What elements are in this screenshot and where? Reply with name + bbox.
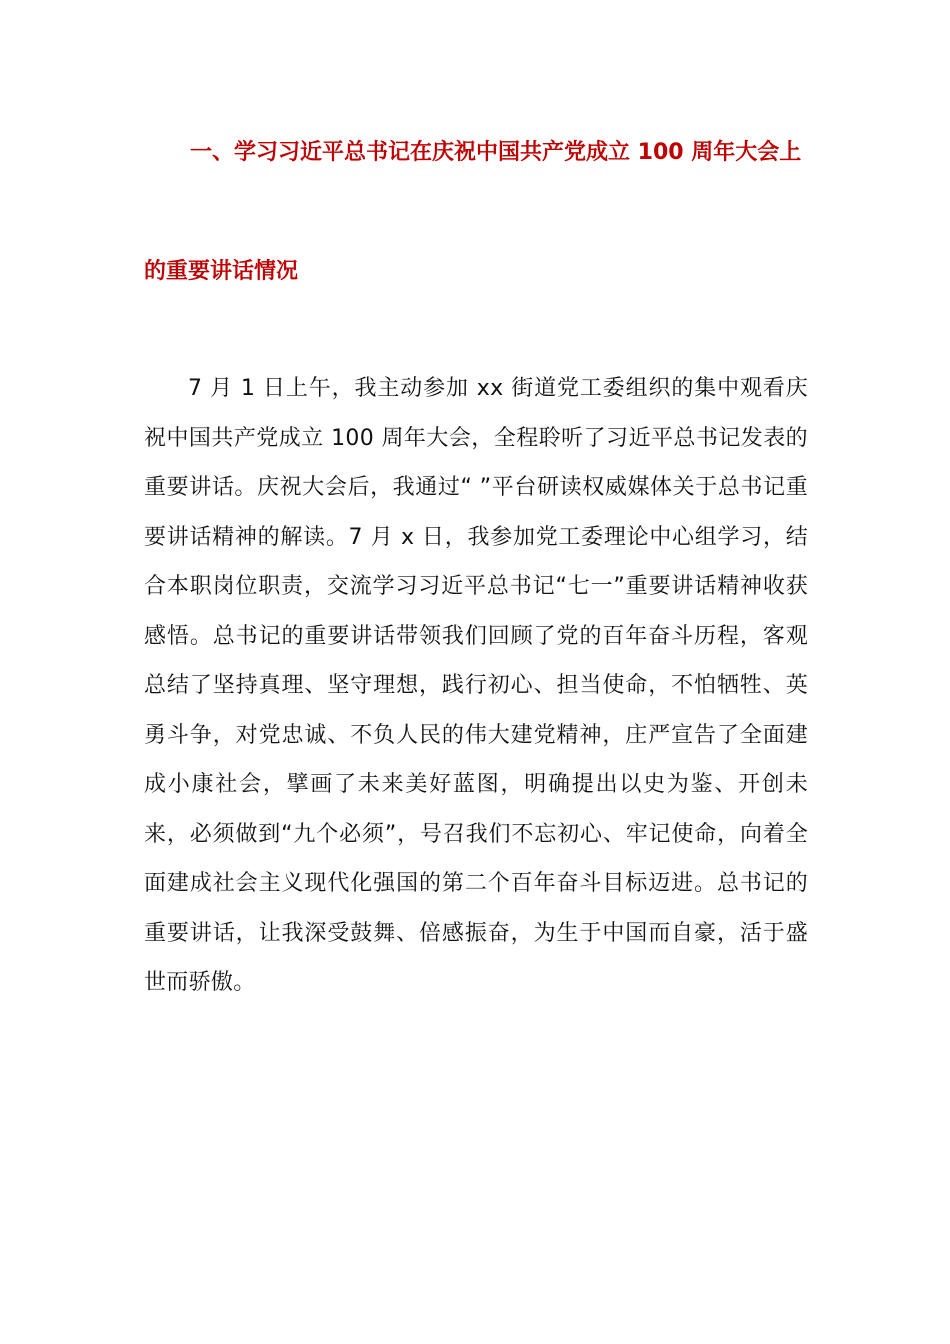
section-heading: 一、学习习近平总书记在庆祝中国共产党成立 100 周年大会上 — [190, 140, 802, 165]
body-paragraph: 7 月 1 日上午，我主动参加 xx 街道党工委组织的集中观看庆祝中国共产党成立 100 周年大会，全程聆听了习近平总书记发表的重要讲话。庆祝大会后，我通过“ ”平台研读权威媒体关于总书记重要讲话精神的解读。7 月 x 日，我参加党工委理论中心组学习，结合本职岗位职责，交流学习习近平总书记“七一”重要讲话精神收获感悟。总书记的重要讲话带领我们回顾了党的百年奋斗历程，客观总结了坚持真理、坚守理想，践行初心、担当使命，不怕牺牲、英勇斗争，对党忠诚、不负人民的伟大建党精神，庄严宣告了全面建成小康社会，擘画了未来美好蓝图，明确提出以史为鉴、开创未来，必须做到“九个必须”，号召我们不忘初心、牢记使命，向着全面建成社会主义现代化强国的第二个百年奋斗目标迈进。总书记的重要讲话，让我深受鼓舞、倍感振奋，为生于中国而自豪，活于盛世而骄傲。 — [144, 376, 808, 995]
section-heading-continuation: 的重要讲话情况 — [144, 259, 299, 284]
